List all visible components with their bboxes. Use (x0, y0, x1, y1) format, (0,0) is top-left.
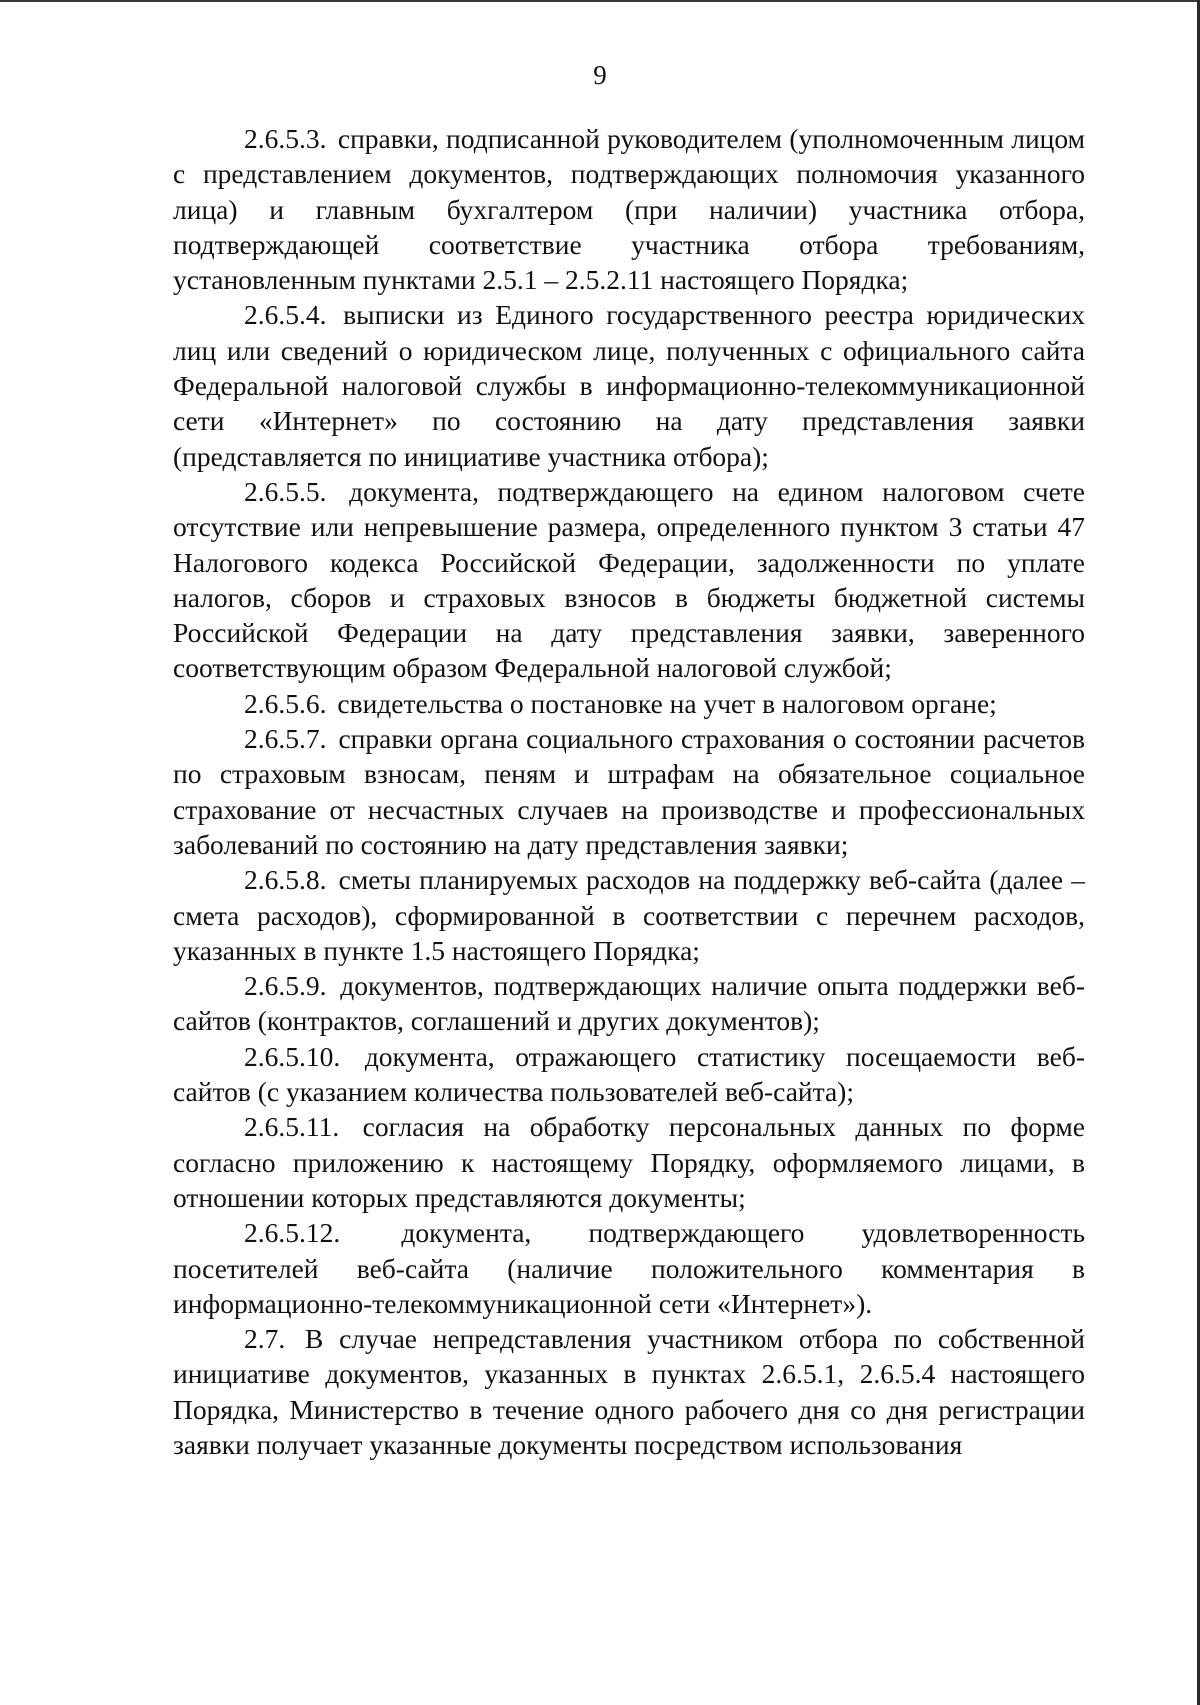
paragraph-number: 2.6.5.10. (244, 1040, 341, 1072)
paragraph-number: 2.6.5.9. (244, 970, 327, 1002)
paragraph-number: 2.6.5.11. (244, 1111, 340, 1143)
paragraph-text: документа, отражающего статистику посещаемости веб-сайтов (с указанием количества пользователей веб-сайта); (173, 1040, 1085, 1108)
paragraph-text: свидетельства о постановке на учет в налоговом органе; (337, 687, 997, 719)
paragraph-2-7 (173, 1321, 1085, 1462)
paragraph-2-6-5-3 (173, 121, 1085, 297)
paragraph-text: справки органа социального страхования о состоянии расчетов по страховым взносам, пеням и штрафам на обязательное социальное страхование от несчастных случаев на производстве и профессиональных заболеваний по состоянию на дату представления заявки; (173, 723, 1085, 860)
document-body (173, 121, 1085, 1462)
paragraph-text: сметы планируемых расходов на поддержку веб-сайта (далее – смета расходов), сформированной в соответствии с перечнем расходов, указанных в пункте 1.5 настоящего Порядка; (173, 864, 1085, 966)
paragraph-text: В случае непредставления участником отбора по собственной инициативе документов, указанных в пунктах 2.6.5.1, 2.6.5.4 настоящего Порядка, Министерство в течение одного рабочего дня со дня регистрации заявки получает указанные документы посредством использования (173, 1323, 1086, 1460)
paragraph-text: документа, подтверждающего удовлетворенность посетителей веб-сайта (наличие положительного комментария в информационно-телекоммуникационной сети «Интернет»). (173, 1217, 1086, 1319)
paragraph-number: 2.6.5.5. (244, 475, 327, 507)
scan-edge-top (0, 0, 1200, 2)
paragraph-text: документа, подтверждающего на едином налоговом счете отсутствие или непревышение размера, определенного пунктом 3 статьи 47 Налогового кодекса Российской Федерации, задолженности по уплате налогов, сборов и страховых взносов в бюджеты бюджетной системы Российской Федерации на дату представления заявки, заверенного соответствующим образом Федеральной налоговой службой; (173, 475, 1085, 684)
paragraph-2-6-5-4 (173, 297, 1085, 473)
paragraph-2-6-5-12 (173, 1215, 1085, 1321)
paragraph-2-6-5-5 (173, 474, 1085, 686)
paragraph-text: документов, подтверждающих наличие опыта поддержки веб-сайтов (контрактов, соглашений и других документов); (173, 970, 1085, 1037)
paragraph-text: справки, подписанной руководителем (уполномоченным лицом с представлением документов, подтверждающих полномочия указанного лица) и главным бухгалтером (при наличии) участника отбора, подтверждающей соответствие участника отбора требованиям, установленным пунктами 2.5.1 – 2.5.2.11 настоящего Порядка; (173, 123, 1086, 296)
paragraph-number: 2.7. (244, 1323, 286, 1355)
paragraph-number: 2.6.5.3. (244, 123, 327, 154)
paragraph-2-6-5-11 (173, 1109, 1085, 1215)
paragraph-2-6-5-7 (173, 721, 1085, 862)
paragraph-text: выписки из Единого государственного реестра юридических лиц или сведений о юридическом лице, полученных с официального сайта Федеральной налоговой службы в информационно-телекоммуникационной сети «Интернет» по состоянию на дату представления заявки (представляется по инициативе участника отбора); (173, 299, 1086, 472)
paragraph-number: 2.6.5.4. (244, 299, 327, 331)
paragraph-number: 2.6.5.6. (244, 687, 327, 719)
paragraph-2-6-5-10 (173, 1039, 1085, 1110)
paragraph-number: 2.6.5.12. (244, 1217, 341, 1249)
paragraph-number: 2.6.5.7. (244, 723, 327, 755)
paragraph-2-6-5-9 (173, 968, 1085, 1039)
page-number: 9 (593, 60, 607, 90)
paragraph-text: согласия на обработку персональных данных по форме согласно приложению к настоящему Порядку, оформляемого лицами, в отношении которых представляются документы; (173, 1111, 1085, 1213)
paragraph-number: 2.6.5.8. (244, 864, 327, 896)
paragraph-2-6-5-6 (173, 686, 1085, 721)
paragraph-2-6-5-8 (173, 862, 1085, 968)
